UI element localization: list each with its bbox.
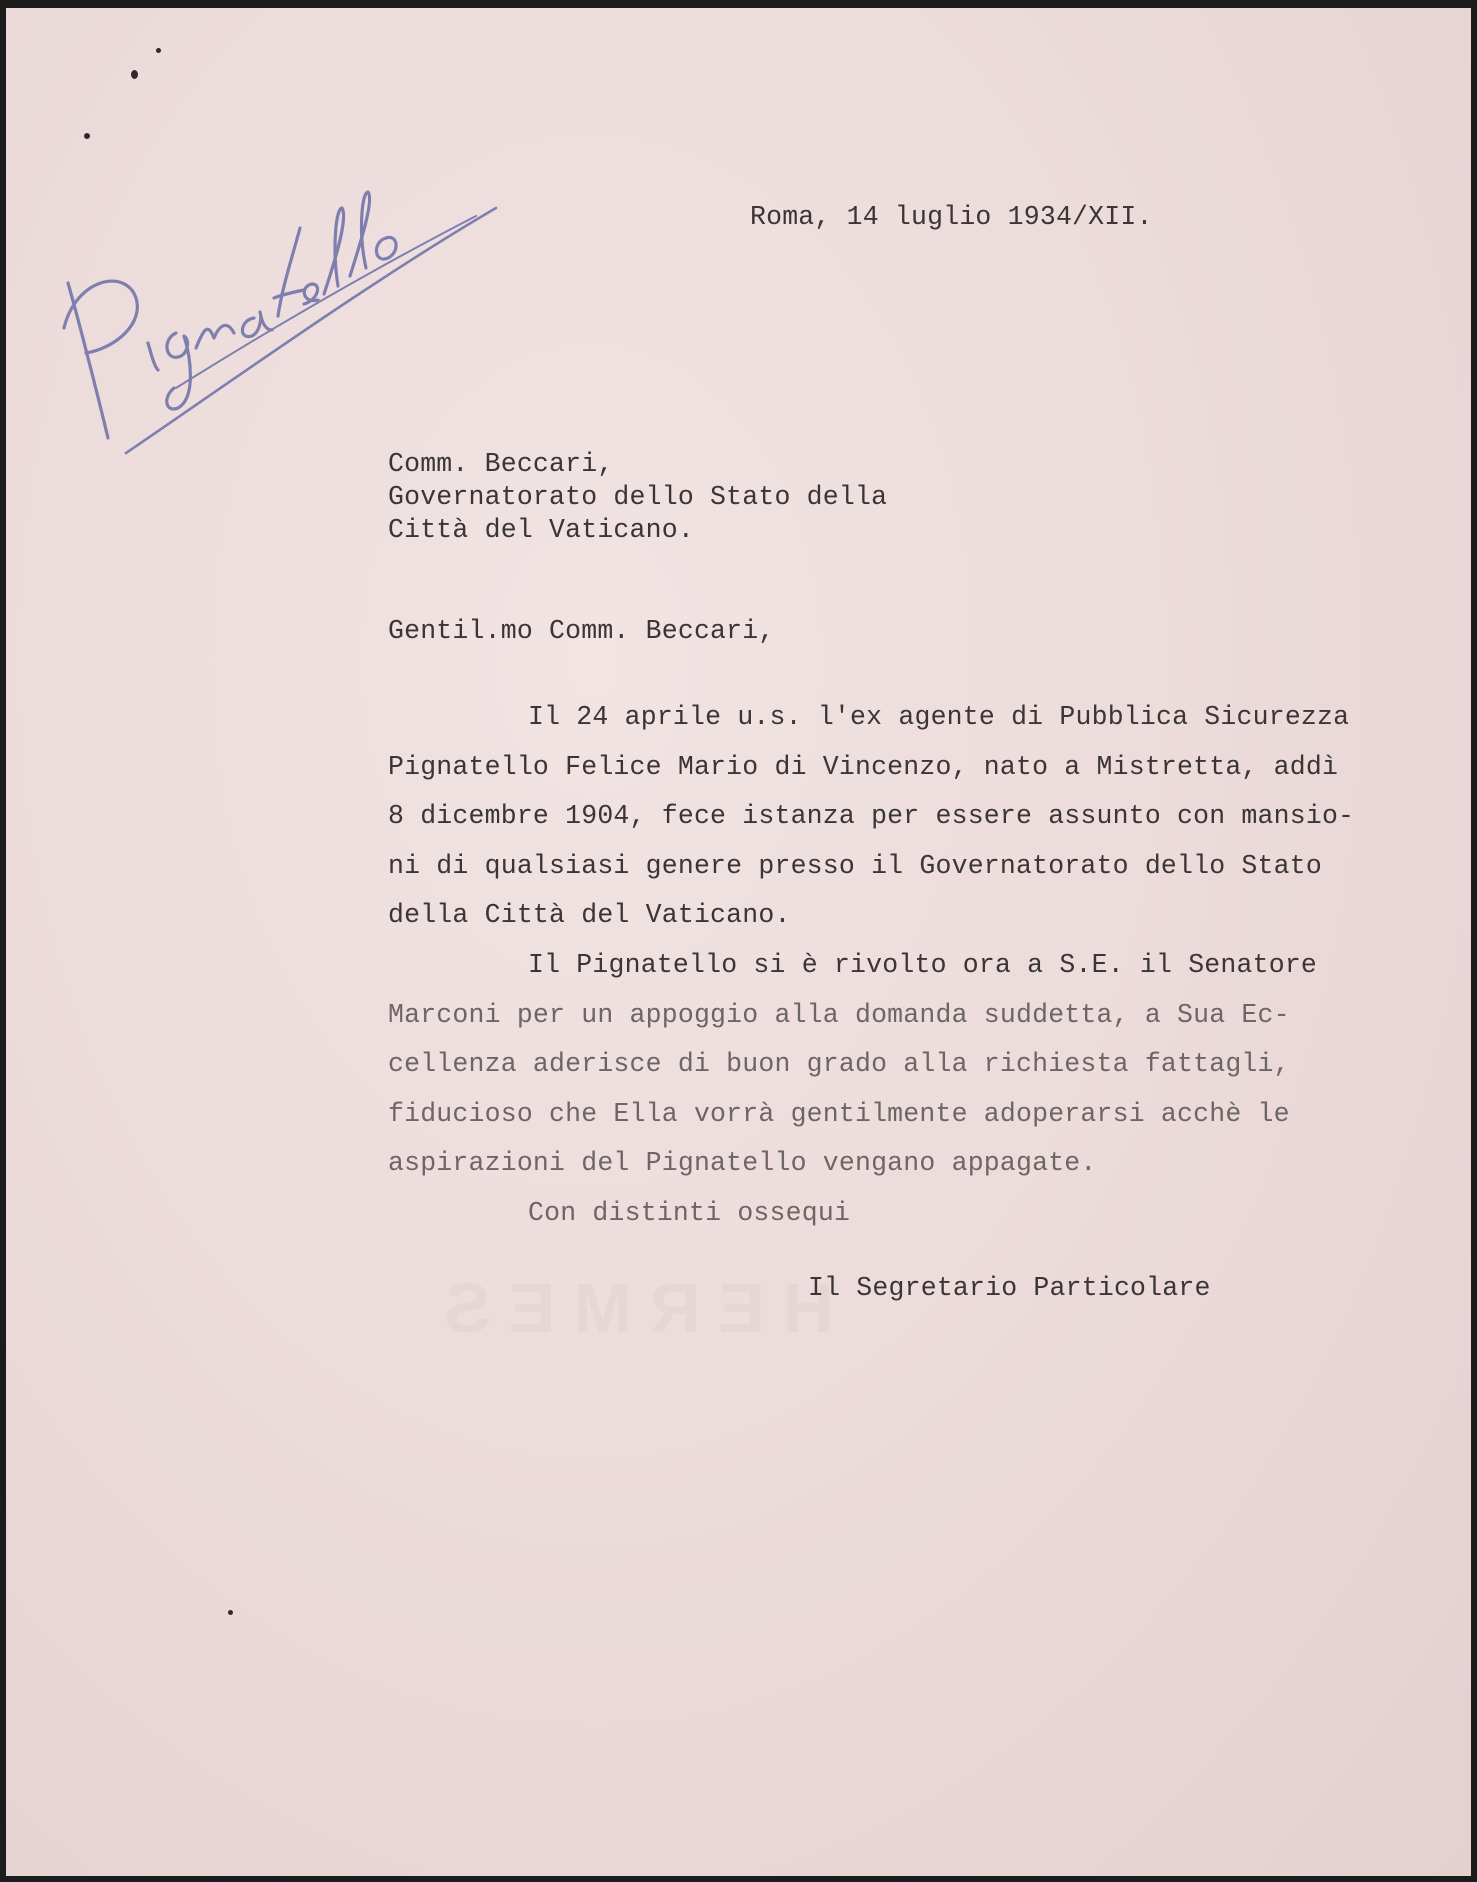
ink-speck [131, 70, 138, 79]
recipient-address [388, 448, 887, 547]
recipient-line: Città del Vaticano. [388, 515, 694, 545]
body-line: Il 24 aprile u.s. l'ex agente di Pubblica Sicurezza [528, 702, 1350, 732]
body-line: aspirazioni del Pignatello vengano appagate. [388, 1148, 1097, 1179]
ink-speck [228, 1610, 233, 1615]
body-line: Con distinti ossequi [528, 1197, 851, 1228]
pencil-annotation-icon [56, 108, 516, 468]
ink-speck [84, 133, 90, 139]
body-line: 8 dicembre 1904, fece istanza per essere assunto con mansio- [388, 801, 1355, 832]
body-line: della Città del Vaticano. [388, 900, 791, 931]
recipient-line: Governatorato dello Stato della [388, 482, 888, 512]
closing-title: Il Segretario Particolare [808, 1273, 1211, 1303]
letter-date: Roma, 14 luglio 1934/XII. [750, 202, 1153, 232]
body-line: Pignatello Felice Mario di Vincenzo, nato a Mistretta, addì [388, 751, 1339, 782]
body-line: ni di qualsiasi genere presso il Governatorato dello Stato [388, 850, 1322, 881]
body-line: Marconi per un appoggio alla domanda suddetta, a Sua Ec- [388, 999, 1290, 1030]
ink-speck [156, 48, 161, 53]
body-line: Il Pignatello si è rivolto ora a S.E. il Senatore [528, 949, 1318, 980]
watermark: HERMES [426, 1269, 834, 1347]
letter-body [388, 693, 1354, 1239]
body-line: fiducioso che Ella vorrà gentilmente adoperarsi acchè le [388, 1098, 1290, 1129]
letter-sheet [6, 8, 1471, 1876]
recipient-line: Comm. Beccari, [388, 449, 614, 479]
body-line: cellenza aderisce di buon grado alla richiesta fattagli, [388, 1049, 1290, 1080]
salutation: Gentil.mo Comm. Beccari, [388, 616, 775, 646]
